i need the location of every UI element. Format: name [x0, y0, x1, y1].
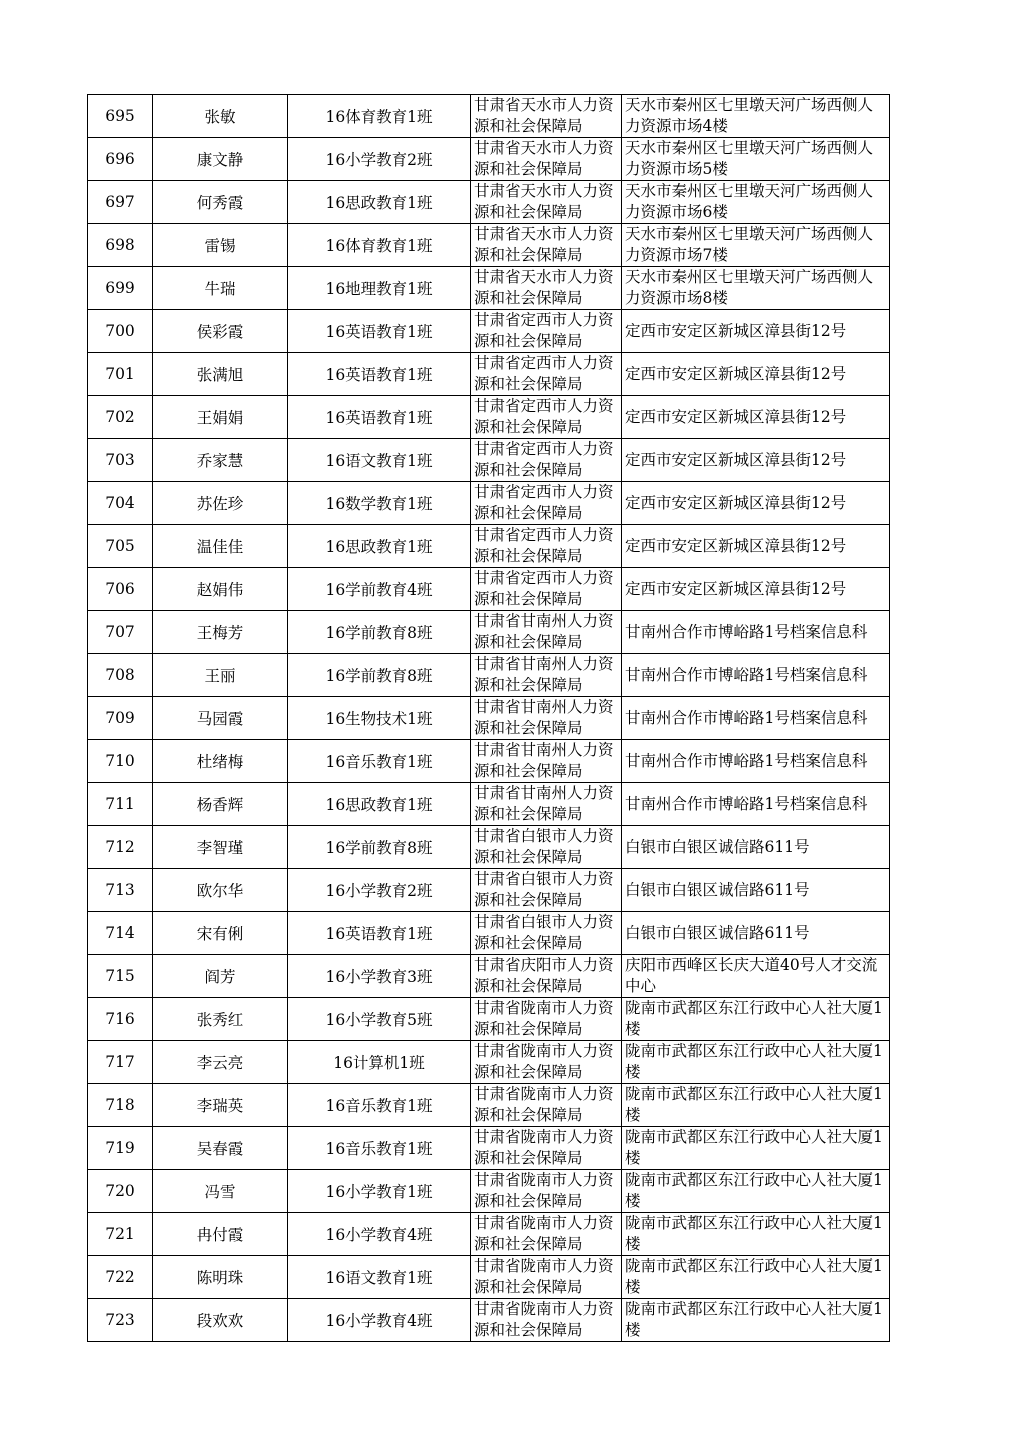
- receiving-agency: 甘肃省定西市人力资源和社会保障局: [471, 310, 622, 353]
- table-row: [88, 138, 890, 181]
- row-number: 721: [88, 1213, 153, 1256]
- receiving-agency: 甘肃省天水市人力资源和社会保障局: [471, 95, 622, 138]
- row-number: 709: [88, 697, 153, 740]
- receiving-agency: 甘肃省定西市人力资源和社会保障局: [471, 396, 622, 439]
- row-number: 703: [88, 439, 153, 482]
- agency-address: 定西市安定区新城区漳县街12号: [622, 353, 890, 396]
- table-row: [88, 482, 890, 525]
- agency-address: 庆阳市西峰区长庆大道40号人才交流中心: [622, 955, 890, 998]
- table-row: [88, 95, 890, 138]
- receiving-agency: 甘肃省定西市人力资源和社会保障局: [471, 525, 622, 568]
- row-number: 699: [88, 267, 153, 310]
- row-number: 717: [88, 1041, 153, 1084]
- receiving-agency: 甘肃省定西市人力资源和社会保障局: [471, 439, 622, 482]
- table-row: [88, 310, 890, 353]
- agency-address: 白银市白银区诚信路611号: [622, 826, 890, 869]
- receiving-agency: 甘肃省白银市人力资源和社会保障局: [471, 912, 622, 955]
- class-name: 16思政教育1班: [288, 181, 471, 224]
- receiving-agency: 甘肃省定西市人力资源和社会保障局: [471, 482, 622, 525]
- receiving-agency: 甘肃省陇南市人力资源和社会保障局: [471, 1170, 622, 1213]
- receiving-agency: 甘肃省庆阳市人力资源和社会保障局: [471, 955, 622, 998]
- receiving-agency: 甘肃省白银市人力资源和社会保障局: [471, 826, 622, 869]
- agency-address: 甘南州合作市博峪路1号档案信息科: [622, 654, 890, 697]
- receiving-agency: 甘肃省陇南市人力资源和社会保障局: [471, 1213, 622, 1256]
- row-number: 706: [88, 568, 153, 611]
- student-name: 张满旭: [153, 353, 288, 396]
- row-number: 707: [88, 611, 153, 654]
- agency-address: 陇南市武都区东江行政中心人社大厦1楼: [622, 1256, 890, 1299]
- class-name: 16小学教育4班: [288, 1213, 471, 1256]
- student-name: 苏佐珍: [153, 482, 288, 525]
- table-row: [88, 998, 890, 1041]
- table-row: [88, 740, 890, 783]
- table-row: [88, 955, 890, 998]
- receiving-agency: 甘肃省陇南市人力资源和社会保障局: [471, 1084, 622, 1127]
- table-row: [88, 224, 890, 267]
- agency-address: 陇南市武都区东江行政中心人社大厦1楼: [622, 1041, 890, 1084]
- table-row: [88, 869, 890, 912]
- agency-address: 白银市白银区诚信路611号: [622, 912, 890, 955]
- table-row: [88, 1084, 890, 1127]
- agency-address: 定西市安定区新城区漳县街12号: [622, 396, 890, 439]
- student-name: 杜绪梅: [153, 740, 288, 783]
- agency-address: 天水市秦州区七里墩天河广场西侧人力资源市场8楼: [622, 267, 890, 310]
- receiving-agency: 甘肃省甘南州人力资源和社会保障局: [471, 783, 622, 826]
- class-name: 16英语教育1班: [288, 353, 471, 396]
- table-row: [88, 1213, 890, 1256]
- receiving-agency: 甘肃省陇南市人力资源和社会保障局: [471, 1256, 622, 1299]
- class-name: 16英语教育1班: [288, 396, 471, 439]
- student-name: 段欢欢: [153, 1299, 288, 1342]
- agency-address: 甘南州合作市博峪路1号档案信息科: [622, 611, 890, 654]
- class-name: 16小学教育5班: [288, 998, 471, 1041]
- class-name: 16学前教育4班: [288, 568, 471, 611]
- row-number: 713: [88, 869, 153, 912]
- row-number: 696: [88, 138, 153, 181]
- receiving-agency: 甘肃省甘南州人力资源和社会保障局: [471, 654, 622, 697]
- row-number: 704: [88, 482, 153, 525]
- student-name: 李瑞英: [153, 1084, 288, 1127]
- table-row: [88, 611, 890, 654]
- class-name: 16思政教育1班: [288, 525, 471, 568]
- row-number: 718: [88, 1084, 153, 1127]
- table-row: [88, 783, 890, 826]
- agency-address: 天水市秦州区七里墩天河广场西侧人力资源市场7楼: [622, 224, 890, 267]
- table-row: [88, 1041, 890, 1084]
- agency-address: 定西市安定区新城区漳县街12号: [622, 525, 890, 568]
- class-name: 16音乐教育1班: [288, 740, 471, 783]
- row-number: 711: [88, 783, 153, 826]
- agency-address: 白银市白银区诚信路611号: [622, 869, 890, 912]
- class-name: 16语文教育1班: [288, 1256, 471, 1299]
- table-row: [88, 826, 890, 869]
- student-name: 王梅芳: [153, 611, 288, 654]
- receiving-agency: 甘肃省定西市人力资源和社会保障局: [471, 568, 622, 611]
- roster-body: [88, 95, 890, 1342]
- class-name: 16小学教育1班: [288, 1170, 471, 1213]
- class-name: 16小学教育3班: [288, 955, 471, 998]
- agency-address: 甘南州合作市博峪路1号档案信息科: [622, 783, 890, 826]
- student-name: 侯彩霞: [153, 310, 288, 353]
- student-name: 乔家慧: [153, 439, 288, 482]
- receiving-agency: 甘肃省陇南市人力资源和社会保障局: [471, 1299, 622, 1342]
- receiving-agency: 甘肃省定西市人力资源和社会保障局: [471, 353, 622, 396]
- student-name: 欧尔华: [153, 869, 288, 912]
- class-name: 16学前教育8班: [288, 654, 471, 697]
- receiving-agency: 甘肃省甘南州人力资源和社会保障局: [471, 740, 622, 783]
- receiving-agency: 甘肃省天水市人力资源和社会保障局: [471, 138, 622, 181]
- student-name: 赵娟伟: [153, 568, 288, 611]
- student-name: 冉付霞: [153, 1213, 288, 1256]
- class-name: 16英语教育1班: [288, 912, 471, 955]
- agency-address: 定西市安定区新城区漳县街12号: [622, 482, 890, 525]
- row-number: 723: [88, 1299, 153, 1342]
- row-number: 700: [88, 310, 153, 353]
- class-name: 16小学教育4班: [288, 1299, 471, 1342]
- row-number: 702: [88, 396, 153, 439]
- receiving-agency: 甘肃省陇南市人力资源和社会保障局: [471, 1041, 622, 1084]
- class-name: 16数学教育1班: [288, 482, 471, 525]
- agency-address: 陇南市武都区东江行政中心人社大厦1楼: [622, 998, 890, 1041]
- student-name: 宋有俐: [153, 912, 288, 955]
- roster-table: [87, 94, 890, 1342]
- class-name: 16音乐教育1班: [288, 1084, 471, 1127]
- student-name: 王丽: [153, 654, 288, 697]
- student-name: 李智瑾: [153, 826, 288, 869]
- student-name: 李云亮: [153, 1041, 288, 1084]
- receiving-agency: 甘肃省白银市人力资源和社会保障局: [471, 869, 622, 912]
- table-row: [88, 267, 890, 310]
- class-name: 16语文教育1班: [288, 439, 471, 482]
- student-name: 张敏: [153, 95, 288, 138]
- agency-address: 甘南州合作市博峪路1号档案信息科: [622, 697, 890, 740]
- agency-address: 陇南市武都区东江行政中心人社大厦1楼: [622, 1299, 890, 1342]
- table-row: [88, 396, 890, 439]
- agency-address: 定西市安定区新城区漳县街12号: [622, 310, 890, 353]
- student-name: 王娟娟: [153, 396, 288, 439]
- agency-address: 天水市秦州区七里墩天河广场西侧人力资源市场4楼: [622, 95, 890, 138]
- row-number: 705: [88, 525, 153, 568]
- student-name: 何秀霞: [153, 181, 288, 224]
- table-row: [88, 912, 890, 955]
- table-row: [88, 439, 890, 482]
- student-name: 阎芳: [153, 955, 288, 998]
- agency-address: 陇南市武都区东江行政中心人社大厦1楼: [622, 1127, 890, 1170]
- row-number: 712: [88, 826, 153, 869]
- table-row: [88, 697, 890, 740]
- student-name: 吴春霞: [153, 1127, 288, 1170]
- receiving-agency: 甘肃省陇南市人力资源和社会保障局: [471, 1127, 622, 1170]
- student-name: 温佳佳: [153, 525, 288, 568]
- receiving-agency: 甘肃省天水市人力资源和社会保障局: [471, 224, 622, 267]
- row-number: 715: [88, 955, 153, 998]
- receiving-agency: 甘肃省陇南市人力资源和社会保障局: [471, 998, 622, 1041]
- student-name: 杨香辉: [153, 783, 288, 826]
- table-row: [88, 181, 890, 224]
- table-row: [88, 1127, 890, 1170]
- row-number: 714: [88, 912, 153, 955]
- row-number: 695: [88, 95, 153, 138]
- agency-address: 天水市秦州区七里墩天河广场西侧人力资源市场6楼: [622, 181, 890, 224]
- agency-address: 陇南市武都区东江行政中心人社大厦1楼: [622, 1084, 890, 1127]
- row-number: 710: [88, 740, 153, 783]
- student-name: 陈明珠: [153, 1256, 288, 1299]
- row-number: 719: [88, 1127, 153, 1170]
- student-name: 冯雪: [153, 1170, 288, 1213]
- class-name: 16体育教育1班: [288, 224, 471, 267]
- student-name: 牛瑞: [153, 267, 288, 310]
- class-name: 16生物技术1班: [288, 697, 471, 740]
- row-number: 701: [88, 353, 153, 396]
- class-name: 16小学教育2班: [288, 869, 471, 912]
- student-name: 康文静: [153, 138, 288, 181]
- receiving-agency: 甘肃省甘南州人力资源和社会保障局: [471, 697, 622, 740]
- class-name: 16英语教育1班: [288, 310, 471, 353]
- class-name: 16思政教育1班: [288, 783, 471, 826]
- table-row: [88, 568, 890, 611]
- row-number: 722: [88, 1256, 153, 1299]
- table-row: [88, 353, 890, 396]
- class-name: 16音乐教育1班: [288, 1127, 471, 1170]
- class-name: 16学前教育8班: [288, 611, 471, 654]
- student-name: 雷锡: [153, 224, 288, 267]
- student-name: 马园霞: [153, 697, 288, 740]
- table-row: [88, 654, 890, 697]
- agency-address: 定西市安定区新城区漳县街12号: [622, 439, 890, 482]
- row-number: 698: [88, 224, 153, 267]
- class-name: 16地理教育1班: [288, 267, 471, 310]
- class-name: 16小学教育2班: [288, 138, 471, 181]
- agency-address: 甘南州合作市博峪路1号档案信息科: [622, 740, 890, 783]
- receiving-agency: 甘肃省甘南州人力资源和社会保障局: [471, 611, 622, 654]
- receiving-agency: 甘肃省天水市人力资源和社会保障局: [471, 181, 622, 224]
- agency-address: 陇南市武都区东江行政中心人社大厦1楼: [622, 1213, 890, 1256]
- class-name: 16计算机1班: [288, 1041, 471, 1084]
- row-number: 720: [88, 1170, 153, 1213]
- agency-address: 定西市安定区新城区漳县街12号: [622, 568, 890, 611]
- row-number: 716: [88, 998, 153, 1041]
- class-name: 16体育教育1班: [288, 95, 471, 138]
- row-number: 708: [88, 654, 153, 697]
- agency-address: 陇南市武都区东江行政中心人社大厦1楼: [622, 1170, 890, 1213]
- class-name: 16学前教育8班: [288, 826, 471, 869]
- row-number: 697: [88, 181, 153, 224]
- receiving-agency: 甘肃省天水市人力资源和社会保障局: [471, 267, 622, 310]
- agency-address: 天水市秦州区七里墩天河广场西侧人力资源市场5楼: [622, 138, 890, 181]
- table-row: [88, 1170, 890, 1213]
- table-row: [88, 1299, 890, 1342]
- table-row: [88, 525, 890, 568]
- table-row: [88, 1256, 890, 1299]
- student-name: 张秀红: [153, 998, 288, 1041]
